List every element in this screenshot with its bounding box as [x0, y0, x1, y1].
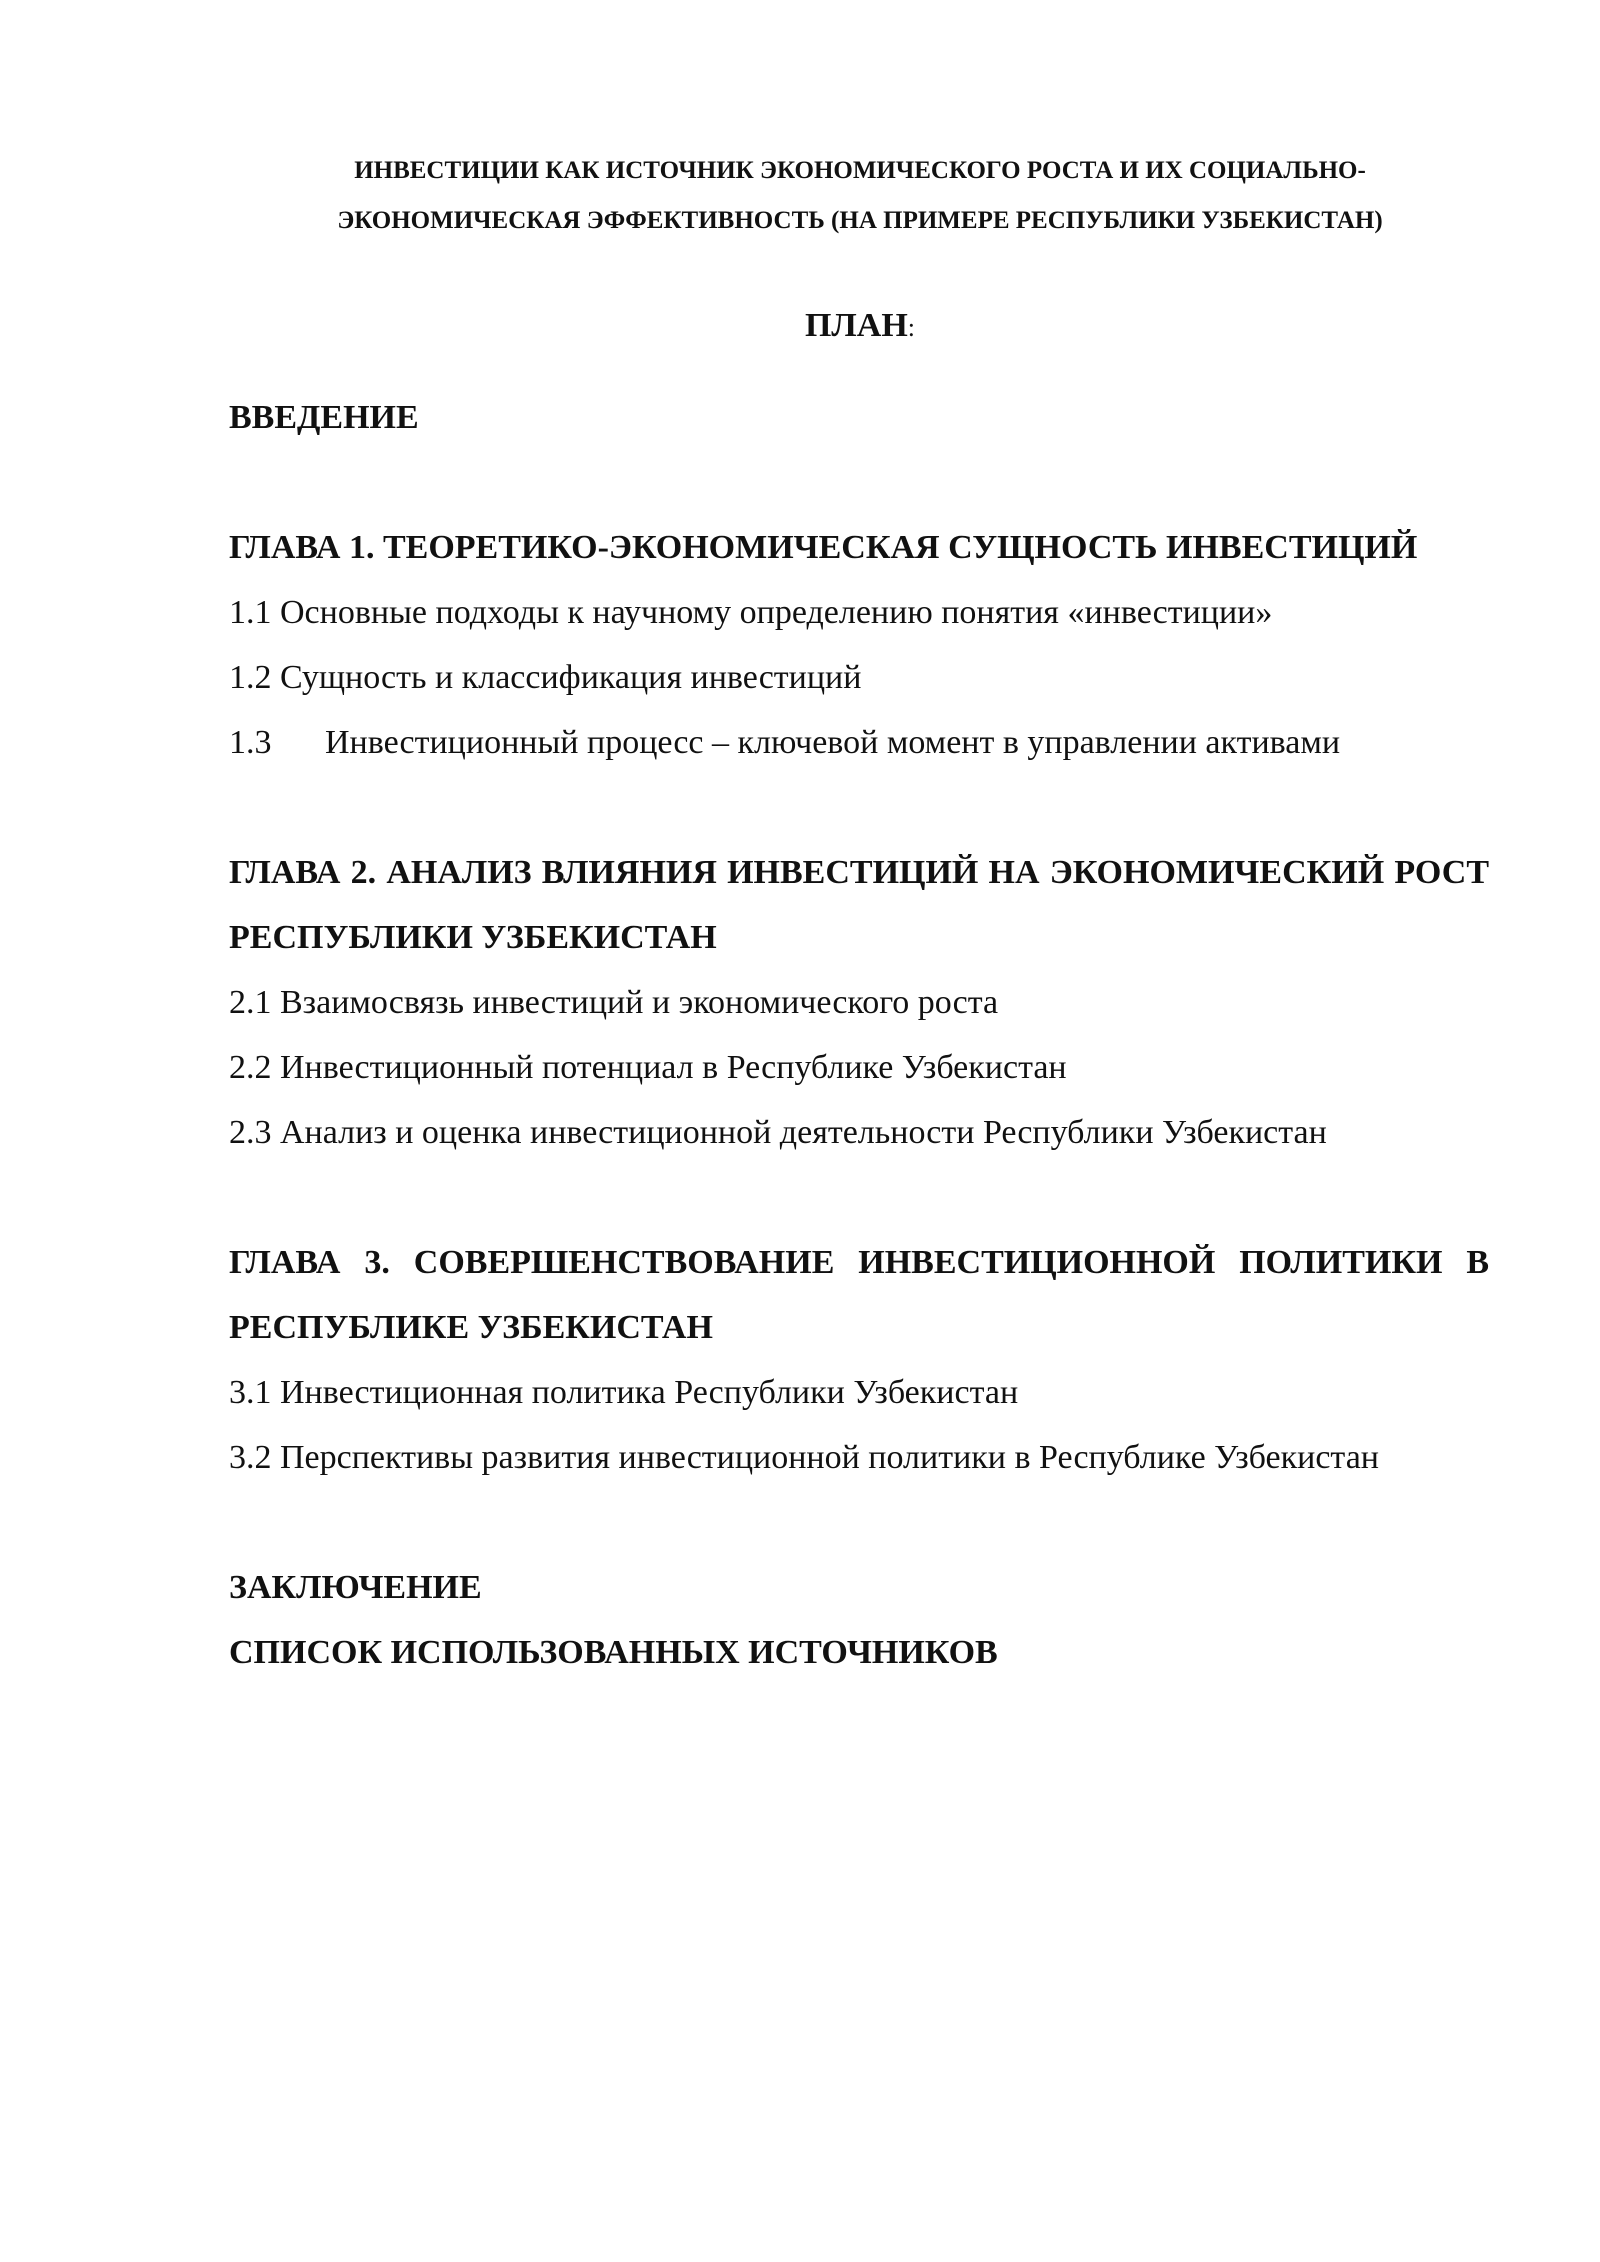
chapter-3	[229, 1230, 1489, 1490]
item-text: Сущность и классификация инвестиций	[280, 659, 862, 696]
references-heading: СПИСОК ИСПОЛЬЗОВАННЫХ ИСТОЧНИКОВ	[229, 1634, 998, 1671]
item-text: Основные подходы к научному определению понятия «инвестиции»	[280, 594, 1273, 631]
item-text: Инвестиционный потенциал в Республике Узбекистан	[280, 1049, 1067, 1086]
chapter-heading: ГЛАВА 2. АНАЛИЗ ВЛИЯНИЯ ИНВЕСТИЦИЙ НА ЭКОНОМИЧЕСКИЙ РОСТ РЕСПУБЛИКИ УЗБЕКИСТАН	[229, 854, 1489, 956]
chapter-1	[229, 515, 1489, 775]
item-number: 2.3	[229, 1114, 272, 1151]
plan-heading	[0, 296, 1600, 358]
plan-heading-label: ПЛАН	[804, 307, 908, 344]
list-item	[229, 1035, 1489, 1100]
conclusion-heading: ЗАКЛЮЧЕНИЕ	[229, 1569, 482, 1606]
item-text: Инвестиционная политика Республики Узбекистан	[280, 1374, 1019, 1411]
document-title-line-2: ЭКОНОМИЧЕСКАЯ ЭФФЕКТИВНОСТЬ (НА ПРИМЕРЕ РЕСПУБЛИКИ УЗБЕКИСТАН)	[337, 207, 1383, 234]
chapter-heading: ГЛАВА 1. ТЕОРЕТИКО-ЭКОНОМИЧЕСКАЯ СУЩНОСТЬ ИНВЕСТИЦИЙ	[229, 529, 1418, 566]
list-item	[229, 1360, 1489, 1425]
table-of-contents	[229, 385, 1489, 1685]
plan-heading-colon: :	[907, 313, 915, 342]
item-number: 3.1	[229, 1374, 272, 1411]
list-item	[229, 645, 1489, 710]
list-item	[229, 710, 1489, 775]
document-title	[270, 146, 1450, 246]
item-number: 1.1	[229, 594, 272, 631]
chapter-2	[229, 840, 1489, 1165]
list-item	[229, 580, 1489, 645]
item-number: 2.1	[229, 984, 272, 1021]
introduction-heading: ВВЕДЕНИЕ	[229, 399, 419, 436]
item-number: 1.3	[229, 724, 272, 761]
item-number: 1.2	[229, 659, 272, 696]
item-text: Взаимосвязь инвестиций и экономического роста	[280, 984, 999, 1021]
chapter-heading: ГЛАВА 3. СОВЕРШЕНСТВОВАНИЕ ИНВЕСТИЦИОННОЙ ПОЛИТИКИ В РЕСПУБЛИКЕ УЗБЕКИСТАН	[229, 1244, 1489, 1346]
list-item	[229, 970, 1489, 1035]
document-title-line-1: ИНВЕСТИЦИИ КАК ИСТОЧНИК ЭКОНОМИЧЕСКОГО РОСТА И ИХ СОЦИАЛЬНО-	[354, 157, 1366, 184]
list-item	[229, 1100, 1489, 1165]
item-number: 2.2	[229, 1049, 272, 1086]
item-text: Анализ и оценка инвестиционной деятельности Республики Узбекистан	[280, 1114, 1327, 1151]
list-item	[229, 1425, 1489, 1490]
item-text: Перспективы развития инвестиционной политики в Республике Узбекистан	[280, 1439, 1379, 1476]
item-text: Инвестиционный процесс – ключевой момент в управлении активами	[325, 724, 1341, 761]
item-number: 3.2	[229, 1439, 272, 1476]
